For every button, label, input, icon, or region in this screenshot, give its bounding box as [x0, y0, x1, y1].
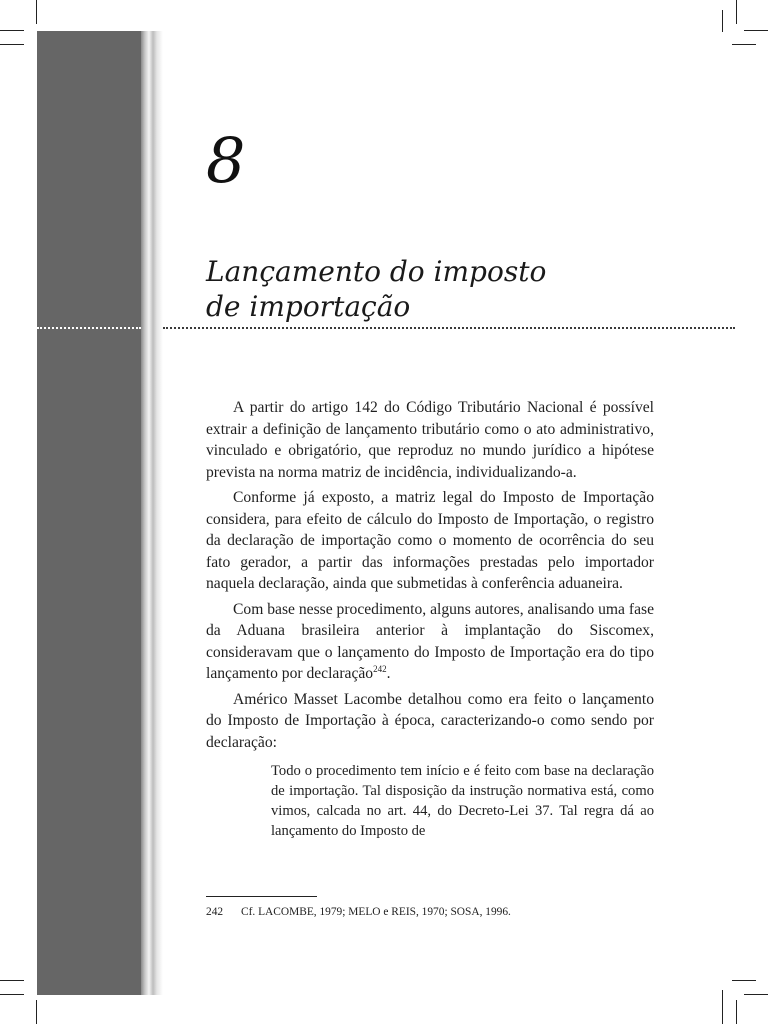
footnote-reference[interactable]: 242: [373, 663, 387, 674]
crop-mark: [732, 44, 756, 45]
chapter-title-line: Lançamento do imposto: [206, 255, 547, 288]
crop-mark: [0, 994, 24, 995]
footnote-number: 242: [206, 906, 224, 918]
chapter-sidebar: [37, 31, 141, 995]
chapter-number: 8: [206, 124, 246, 197]
crop-mark: [744, 30, 768, 31]
crop-mark: [0, 30, 24, 31]
crop-mark: [36, 0, 37, 24]
dotted-rule: [163, 327, 735, 329]
paragraph: [206, 599, 654, 685]
paragraph: Conforme já exposto, a matriz legal do Imposto de Importação considera, para efeito de cálculo do Imposto de Importação, o registro da declaração de importação como o momento de ocorrência do seu fato gerador, a partir das informações prestadas pelo importador naquela declaração, ainda que submetidas à conferência aduaneira.: [206, 489, 654, 592]
crop-mark: [0, 980, 24, 981]
crop-mark: [36, 1000, 37, 1024]
crop-mark: [732, 980, 756, 981]
body-text: [206, 397, 654, 841]
sidebar-shadow: [141, 31, 163, 995]
footnote: [206, 905, 654, 920]
paragraph-end: .: [386, 665, 391, 682]
footnote-rule: [206, 896, 317, 897]
crop-mark: [736, 0, 737, 24]
footnote-text: Cf. LACOMBE, 1979; MELO e REIS, 1970; SOSA, 1996.: [241, 906, 511, 918]
paragraph: Américo Masset Lacombe detalhou como era feito o lançamento do Imposto de Importação à época, caracterizando-o como sendo por declaração:: [206, 690, 654, 751]
crop-mark: [722, 990, 723, 1024]
dotted-rule-sidebar: [37, 327, 141, 329]
paragraph: A partir do artigo 142 do Código Tributário Nacional é possível extrair a definição de lançamento tributário como o ato administrativo, vinculado e obrigatório, que reproduz no mundo jurídico a hipótese prevista na norma matriz de incidência, individualizando-a.: [206, 399, 654, 481]
block-quote: Todo o procedimento tem início e é feito com base na declaração de importação. Tal disposição da instrução normativa está, como vimos, calcada no art. 44, do Decreto-Lei 37. Tal regra dá ao lançamento do Imposto de: [271, 763, 654, 839]
crop-mark: [0, 44, 24, 45]
crop-mark: [722, 10, 723, 32]
crop-mark: [736, 1000, 737, 1024]
chapter-title-line: de importação: [206, 290, 411, 323]
chapter-title: [206, 254, 726, 324]
crop-mark: [744, 994, 768, 995]
paragraph-text: Com base nesse procedimento, alguns autores, analisando uma fase da Aduana brasileira anterior à implantação do Siscomex, consideravam que o lançamento do Imposto de Importação era do tipo lançamento por declaração: [206, 600, 654, 682]
